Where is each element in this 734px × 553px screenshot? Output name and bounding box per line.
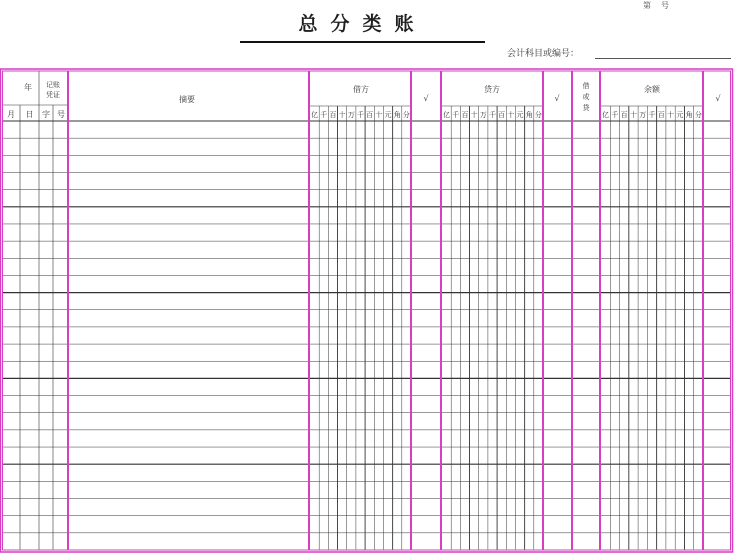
debit-unit-label: 十 [375, 111, 383, 119]
col-direction-1: 借 [582, 82, 590, 90]
debit-unit-label: 十 [338, 111, 346, 119]
credit-unit-label: 百 [498, 111, 506, 119]
col-month: 月 [7, 110, 15, 119]
credit-unit-label: 百 [461, 111, 469, 119]
debit-unit-label: 千 [320, 111, 328, 119]
balance-unit-label: 万 [639, 111, 647, 119]
col-day: 日 [25, 110, 34, 119]
debit-unit-label: 亿 [311, 111, 319, 119]
credit-unit-label: 千 [452, 111, 460, 119]
col-summary: 摘要 [179, 95, 195, 104]
col-balance: 余额 [644, 85, 660, 94]
balance-unit-label: 千 [648, 111, 656, 119]
col-check-1: √ [423, 94, 429, 103]
balance-unit-label: 角 [685, 111, 693, 119]
credit-unit-label: 十 [507, 111, 515, 119]
balance-unit-label: 千 [611, 111, 619, 119]
col-year: 年 [24, 83, 32, 92]
col-direction-2: 或 [582, 93, 590, 101]
debit-unit-label: 千 [357, 111, 364, 119]
col-voucher-line1: 记账 [46, 81, 60, 89]
check2-frame [544, 71, 572, 550]
check3-frame [704, 71, 731, 550]
ledger-frames [1, 69, 733, 552]
debit-unit-label: 百 [366, 111, 374, 119]
debit-unit-label: 角 [393, 111, 401, 119]
balance-unit-label: 分 [694, 111, 702, 119]
debit-unit-label: 百 [329, 111, 337, 119]
balance-frame [601, 71, 703, 550]
credit-unit-label: 角 [525, 111, 533, 119]
credit-unit-label: 十 [470, 111, 478, 119]
credit-unit-label: 万 [479, 111, 487, 119]
balance-unit-label: 百 [657, 111, 665, 119]
ledger-grid [2, 71, 731, 550]
check1-frame [412, 71, 441, 550]
date-voucher-frame [3, 71, 68, 550]
col-debit: 借方 [353, 85, 369, 94]
direction-frame [573, 71, 600, 550]
credit-unit-label: 千 [489, 111, 496, 119]
debit-frame [310, 71, 411, 550]
credit-frame [442, 71, 543, 550]
balance-unit-label: 亿 [602, 111, 610, 119]
col-voucher-type: 字 [42, 110, 50, 119]
ledger-title: 总分类账 [298, 13, 427, 35]
credit-unit-label: 分 [534, 111, 542, 119]
col-check-2: √ [554, 94, 560, 103]
col-direction-3: 贷 [582, 104, 590, 112]
credit-unit-label: 亿 [443, 111, 451, 119]
balance-unit-label: 元 [676, 111, 684, 119]
balance-unit-label: 百 [620, 111, 628, 119]
col-voucher-no: 号 [57, 110, 65, 119]
digit-unit-labels [311, 110, 702, 119]
col-check-3: √ [715, 94, 721, 103]
balance-unit-label: 十 [629, 111, 637, 119]
debit-unit-label: 分 [402, 111, 410, 119]
debit-unit-label: 元 [384, 111, 392, 119]
col-voucher-line2: 凭证 [46, 91, 60, 99]
col-credit: 贷方 [484, 85, 500, 94]
debit-unit-label: 万 [347, 111, 355, 119]
balance-unit-label: 十 [667, 111, 675, 119]
page-number: 第 号 [643, 1, 670, 10]
outer-frame [1, 69, 733, 552]
credit-unit-label: 元 [516, 111, 524, 119]
summary-frame [69, 71, 309, 550]
account-code-label: 会计科目或编号： [507, 49, 580, 59]
